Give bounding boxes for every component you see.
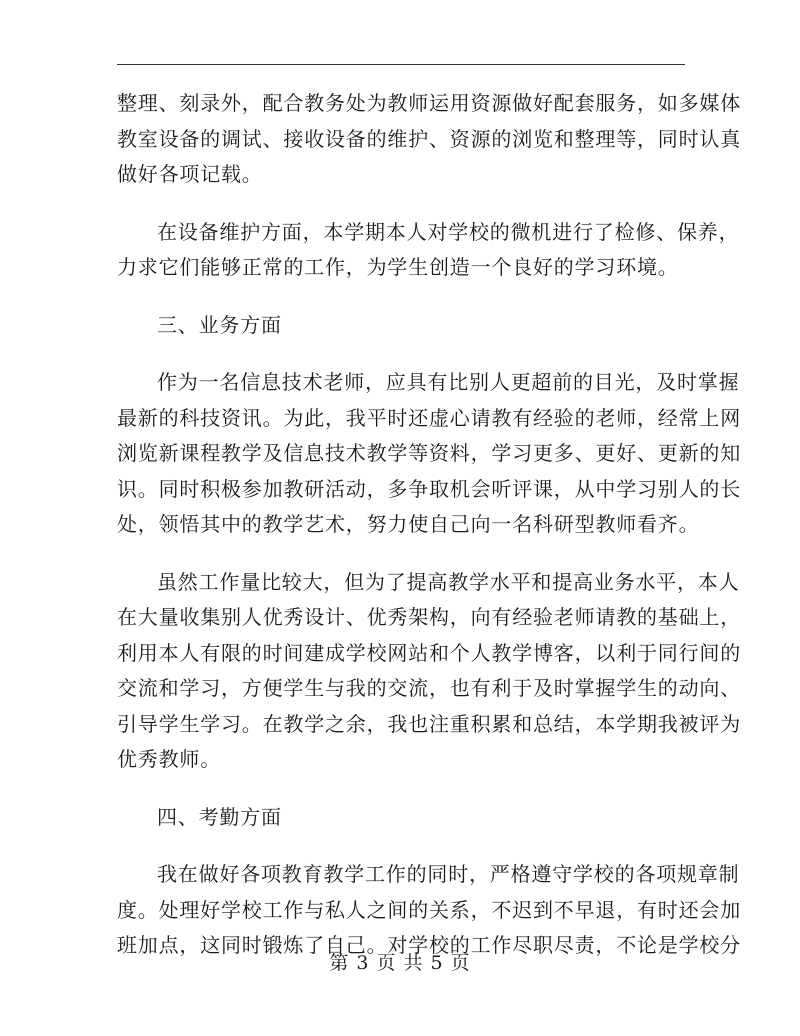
text-line: 度。处理好学校工作与私人之间的关系，不迟到不早退，有时还会加 xyxy=(117,897,741,922)
text-line: 在大量收集别人优秀设计、优秀架构，向有经验老师请教的基础上， xyxy=(117,605,741,629)
text-line: 交流和学习，方便学生与我的交流，也有利于及时掌握学生的动向、 xyxy=(117,676,741,700)
paragraph-equipment-maintenance xyxy=(117,215,740,286)
page-number-footer: 第 3 页 共 5 页 xyxy=(329,952,471,974)
heading-text: 四、考勤方面 xyxy=(157,804,282,829)
text-line: 我在做好各项教育教学工作的同时，严格遵守学校的各项规章制 xyxy=(157,862,740,886)
text-line: 在设备维护方面，本学期本人对学校的微机进行了检修、保养， xyxy=(157,219,740,244)
text-line: 整理、刻录外，配合教务处为教师运用资源做好配套服务，如多媒体 xyxy=(117,91,741,115)
text-line: 浏览新课程教学及信息技术教学等资料，学习更多、更好、更新的知 xyxy=(117,441,741,465)
text-line: 力求它们能够正常的工作，为学生创造一个良好的学习环境。 xyxy=(117,255,679,279)
document-body xyxy=(117,86,741,986)
section-heading-business xyxy=(117,308,685,344)
text-line: 做好各项记载。 xyxy=(117,162,263,186)
text-line: 作为一名信息技术老师，应具有比别人更超前的目光，及时掌握 xyxy=(157,370,740,394)
paragraph-professional-growth xyxy=(117,365,741,543)
text-line: 引导学生学习。在教学之余，我也注重积累和总结，本学期我被评为 xyxy=(117,711,741,736)
text-line: 虽然工作量比较大，但为了提高教学水平和提高业务水平，本人 xyxy=(157,569,740,594)
text-line: 识。同时积极参加教研活动，多争取机会听评课，从中学习别人的长 xyxy=(117,476,741,501)
text-line: 优秀教师。 xyxy=(117,747,221,771)
header-rule xyxy=(117,64,685,65)
text-line: 班加点，这同时锻炼了自己。对学校的工作尽职尽责，不论是学校分 xyxy=(117,933,741,957)
text-line: 处，领悟其中的教学艺术，努力使自己向一名科研型教师看齐。 xyxy=(117,512,700,536)
paragraph-website-blog xyxy=(117,565,741,778)
text-line: 教室设备的调试、接收设备的维护、资源的浏览和整理等，同时认真 xyxy=(117,126,741,151)
paragraph-resource-service xyxy=(117,86,741,193)
text-line: 最新的科技资讯。为此，我平时还虚心请教有经验的老师，经常上网 xyxy=(117,405,741,430)
text-line: 利用本人有限的时间建成学校网站和个人教学博客，以利于同行间的 xyxy=(117,640,741,665)
section-heading-attendance xyxy=(117,800,685,836)
heading-text: 三、业务方面 xyxy=(157,312,282,337)
